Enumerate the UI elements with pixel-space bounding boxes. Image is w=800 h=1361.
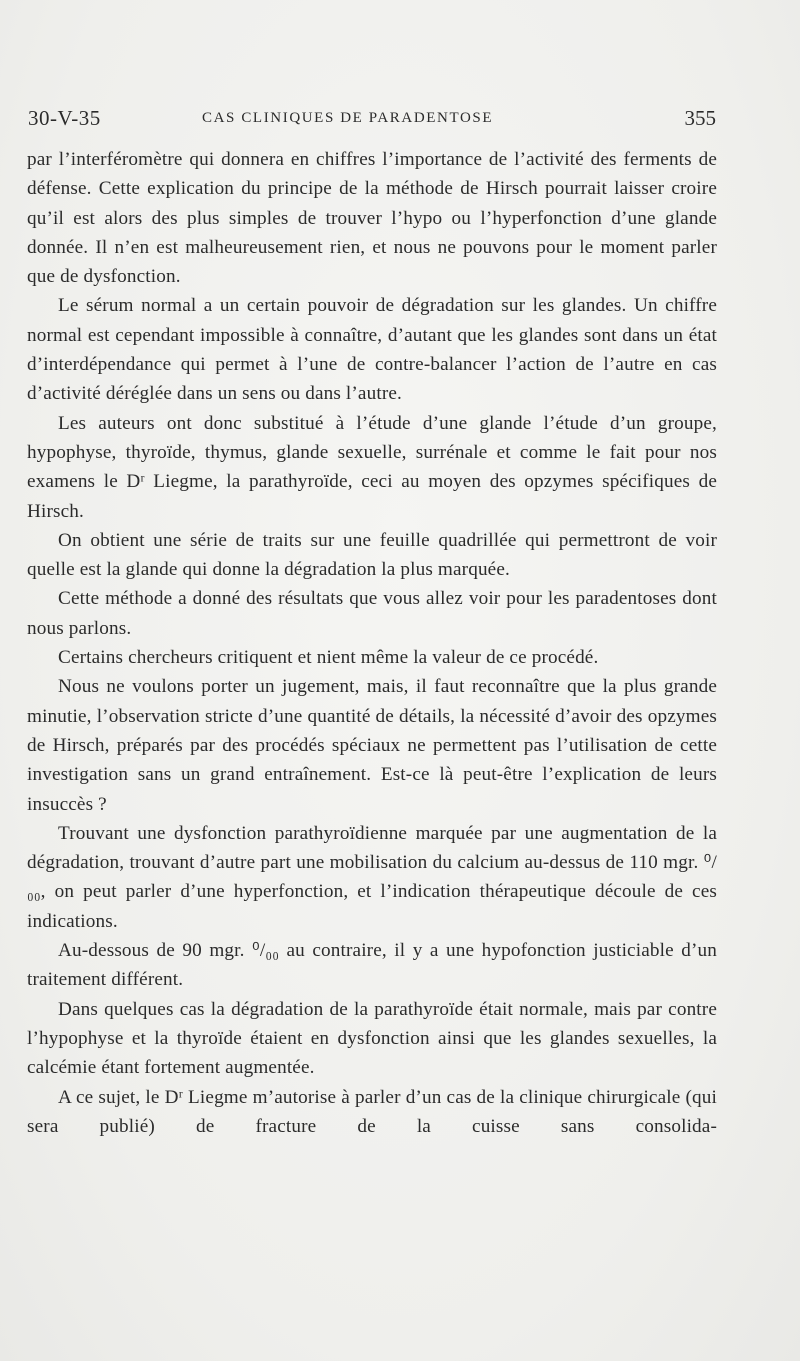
paragraph: par l’interféromètre qui donnera en chiffres l’importance de l’activité des ferments de défense. Cette explication du principe de la méthode de Hirsch pourrait laisser croire qu’il est alors des plus simples de trouver l’hypo ou l’hyperfonction d’une glande donnée. Il n’en est malheureusement rien, et nous ne pouvons pour le moment parler que de dysfonction.	[27, 149, 717, 288]
paragraph: Les auteurs ont donc substitué à l’étude d’une glande l’étude d’un groupe, hypophyse, thyroïde, thymus, glande sexuelle, surrénale et comme le fait pour nos examens le Dʳ Liegme, la parathyroïde, ceci au moyen des opzymes spécifiques de Hirsch.	[27, 412, 717, 522]
paragraph: Certains chercheurs critiquent et nient même la valeur de ce procédé.	[58, 647, 599, 669]
paragraph: Au-dessous de 90 mgr. ⁰/₀₀ au contraire, il y a une hypofonction justiciable d’un traitement différent.	[27, 940, 717, 991]
paragraph: Le sérum normal a un certain pouvoir de dégradation sur les glandes. Un chiffre normal est cependant impossible à connaître, d’autant que les glandes sont dans un état d’interdépendance qui permet à l’une de contre-balancer l’action de l’autre en cas d’activité déréglée dans un sens ou dans l’autre.	[27, 295, 717, 405]
header-date: 30-V-35	[28, 106, 101, 130]
paragraph: A ce sujet, le Dʳ Liegme m’autorise à parler d’un cas de la clinique chirurgicale (qui sera publié) de fracture de la cuisse sans consolida-	[27, 1086, 717, 1137]
header-title: CAS CLINIQUES DE PARADENTOSE	[202, 110, 494, 126]
paragraph: Cette méthode a donné des résultats que vous allez voir pour les paradentoses dont nous parlons.	[27, 588, 717, 639]
body-text	[27, 145, 717, 1141]
running-header	[28, 104, 716, 134]
paragraph: On obtient une série de traits sur une feuille quadrillée qui permettront de voir quelle est la glande qui donne la dégradation la plus marquée.	[27, 529, 717, 581]
paragraph: Trouvant une dysfonction parathyroïdienne marquée par une augmentation de la dégradation, trouvant d’autre part une mobilisation du calcium au-dessus de 110 mgr. ⁰/₀₀, on peut parler d’une hyperfonction, et l’indication thérapeutique découle de ces indications.	[27, 822, 717, 932]
paragraph: Dans quelques cas la dégradation de la parathyroïde était normale, mais par contre l’hypophyse et la thyroïde étaient en dysfonction ainsi que les glandes sexuelles, la calcémie étant fortement augmentée.	[27, 998, 717, 1079]
paragraph: Nous ne voulons porter un jugement, mais, il faut reconnaître que la plus grande minutie, l’observation stricte d’une quantité de détails, la nécessité d’avoir des opzymes de Hirsch, préparés par des procédés spéciaux ne permettent pas l’utilisation de cette investigation sans un grand entraînement. Est-ce là peut-être l’explication de leurs insuccès ?	[27, 676, 717, 815]
page-number: 355	[684, 106, 716, 130]
